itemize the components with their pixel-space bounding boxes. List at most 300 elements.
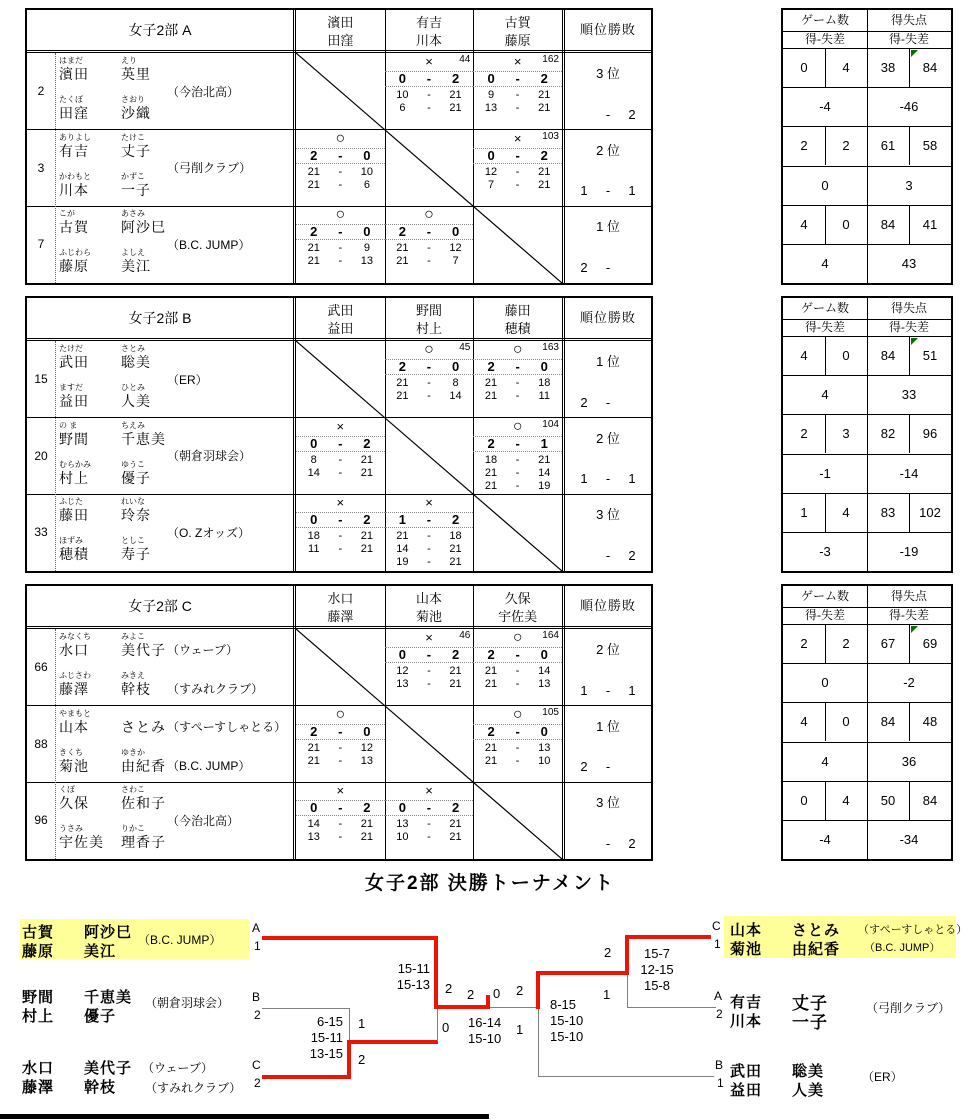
player-given-name: 沙織 — [121, 105, 151, 121]
score-dash: - — [338, 543, 343, 556]
points-for: 10 — [396, 831, 409, 844]
furigana: みよこ — [121, 632, 145, 641]
loss-mark: × — [425, 783, 433, 799]
points-for: 13 — [484, 102, 498, 114]
bracket-seed-b1-letter: B — [715, 1058, 724, 1072]
points-for: 21 — [396, 255, 409, 268]
bracket-line-b1 — [538, 1076, 714, 1077]
furigana: ますだ — [59, 383, 83, 392]
stats-game-diff: 4 — [821, 255, 829, 271]
score-dash: - — [338, 453, 343, 466]
stats-value: 4 — [800, 714, 808, 730]
bracket-team-a1-club: （B.C. JUMP） — [138, 933, 222, 947]
score-dash: - — [427, 818, 431, 831]
games-score-row — [473, 724, 562, 740]
game-score-row — [385, 543, 474, 556]
score-line: 15-10 — [550, 1013, 584, 1028]
bracket-team-c1-given2: 由紀香 — [792, 941, 841, 958]
bracket-line-sf-left-loser — [437, 1009, 438, 1042]
rank-text: 3 位 — [596, 507, 620, 523]
match-cell — [473, 341, 562, 418]
match-cell — [473, 130, 562, 207]
bracket-seed-b2-letter: B — [252, 990, 261, 1004]
winloss-row — [565, 260, 651, 275]
game-score-row — [296, 242, 385, 255]
player-surname: 藤澤 — [59, 681, 89, 697]
stats-header-points: 得失点 — [890, 13, 927, 27]
winloss-dash: - — [605, 547, 611, 563]
score-dash: - — [515, 453, 520, 466]
points-for: 14 — [307, 466, 320, 479]
stats-value: 41 — [922, 216, 938, 232]
games-score-row — [385, 224, 474, 240]
bracket-team-b1-surname2: 益田 — [730, 1082, 763, 1099]
games-lost: 2 — [451, 512, 460, 528]
points-for: 18 — [484, 453, 498, 466]
win-count: 1 — [580, 682, 588, 698]
win-count: 1 — [580, 183, 588, 199]
furigana: ありよし — [59, 132, 91, 142]
match-sf-right-scores — [550, 997, 594, 1045]
opponent-header-bottom: 川本 — [415, 33, 442, 48]
stats-value: 38 — [880, 60, 896, 75]
opponent-header-top: 古賀 — [504, 15, 531, 30]
score-line: 15-10 — [468, 1031, 502, 1046]
score-dash: - — [426, 800, 432, 816]
stats-value: 84 — [922, 60, 938, 75]
games-score-row — [385, 359, 474, 375]
bracket-line-c1-drop — [625, 935, 629, 975]
player-surname: 宇佐美 — [59, 834, 104, 851]
points-against: 13 — [360, 255, 374, 268]
games-won: 2 — [487, 647, 495, 662]
bracket-team-c1-surname1: 山本 — [730, 922, 763, 939]
match-cell — [296, 494, 385, 571]
bracket-champion-stub — [486, 995, 490, 1006]
winloss-dash: - — [605, 259, 611, 275]
bracket-line-qf-right-winner — [536, 971, 629, 975]
score-dash: - — [515, 71, 520, 86]
rank-text: 1 位 — [596, 718, 620, 734]
stats-value: 84 — [880, 348, 896, 363]
group-title: 女子2部 C — [128, 598, 192, 614]
game-score-row — [296, 831, 385, 844]
stats-value: 2 — [800, 138, 808, 154]
opponent-header-bottom: 藤原 — [504, 33, 531, 48]
winloss-dash: - — [605, 394, 611, 410]
final-tournament-bracket — [0, 860, 973, 1119]
points-against: 21 — [538, 102, 551, 114]
opponent-header-bottom: 村上 — [415, 321, 442, 336]
stats-value: 83 — [880, 504, 896, 520]
points-against: 6 — [363, 178, 370, 191]
stats-table — [781, 584, 953, 861]
player-surname: 古賀 — [59, 219, 89, 236]
stats-value: 96 — [922, 426, 938, 442]
loss-mark: × — [336, 418, 345, 434]
games-won: 0 — [487, 71, 495, 86]
winloss-dash: - — [605, 183, 611, 199]
points-against: 21 — [449, 543, 462, 556]
match-cell — [473, 706, 562, 783]
score-dash: - — [515, 678, 520, 690]
games-won: 2 — [310, 723, 318, 739]
player-given-name: 佐和子 — [121, 795, 166, 812]
stats-point-diff: -34 — [899, 831, 919, 847]
bracket-team-b1-club: （ER） — [862, 1070, 903, 1084]
match-number: 105 — [542, 706, 559, 718]
player-given-name: 理香子 — [121, 834, 166, 851]
stats-value: 2 — [800, 636, 808, 651]
points-against: 18 — [449, 530, 462, 543]
score-dash: - — [515, 466, 520, 479]
furigana: あさみ — [121, 209, 145, 219]
stats-value: 82 — [880, 426, 896, 442]
score-line: 13-15 — [309, 1046, 343, 1061]
furigana: ふじさわ — [59, 671, 91, 680]
rank-cell — [565, 341, 651, 418]
points-against: 21 — [360, 453, 374, 466]
points-against: 21 — [449, 102, 462, 114]
club-name: （今治北高） — [167, 84, 240, 99]
points-against: 21 — [360, 818, 374, 831]
match-cell — [296, 418, 385, 495]
pair-number: 15 — [34, 372, 48, 386]
furigana: としこ — [121, 536, 145, 546]
points-for: 12 — [484, 165, 498, 178]
loss-count: 1 — [628, 183, 636, 199]
points-against: 14 — [538, 665, 551, 677]
bracket-team-a1-surname1: 古賀 — [22, 924, 55, 941]
winloss-dash: - — [605, 759, 611, 775]
bracket-team-b1-surname1: 武田 — [730, 1063, 763, 1080]
score-dash: - — [427, 255, 431, 268]
match-number: 103 — [542, 130, 559, 142]
points-for: 21 — [484, 678, 498, 690]
pair-number: 66 — [34, 660, 48, 674]
opponent-header-bottom: 田窪 — [327, 33, 354, 48]
score-dash: - — [427, 89, 431, 101]
stats-value: 84 — [880, 216, 896, 232]
bracket-seed-a2-rank: 2 — [716, 1007, 723, 1021]
match-cell — [385, 206, 474, 283]
bracket-team-b2-surname2: 村上 — [22, 1008, 55, 1025]
bracket-team-b2-club: （朝倉羽球会） — [145, 996, 230, 1010]
opponent-header-top: 武田 — [327, 303, 354, 318]
player-surname: 菊池 — [59, 757, 89, 774]
bracket-seed-b1-rank: 1 — [717, 1076, 724, 1090]
cell-note-marker — [911, 626, 918, 633]
points-for: 10 — [396, 89, 409, 101]
group-title: 女子2部 A — [128, 22, 192, 38]
stats-point-diff: -2 — [903, 675, 915, 691]
score-dash: - — [515, 178, 520, 191]
bracket-line-c2 — [262, 1075, 351, 1079]
score-dash: - — [338, 178, 343, 191]
club-name: （朝倉羽球会） — [167, 449, 252, 464]
match-qf-right-bottom-games: 1 — [603, 987, 611, 1002]
points-for: 21 — [307, 165, 320, 178]
loss-count — [621, 260, 643, 275]
player-surname: 野間 — [59, 430, 89, 447]
loss-count: 1 — [628, 471, 636, 487]
game-score-row — [473, 390, 562, 403]
score-dash: - — [426, 647, 432, 662]
score-dash: - — [427, 390, 431, 402]
win-mark: ○ — [512, 705, 523, 723]
pair-number: 3 — [37, 160, 45, 175]
loss-count: 2 — [628, 106, 636, 122]
bracket-team-c1-club1: （すぺーすしゃとる） — [858, 924, 968, 936]
bracket-line-a1 — [262, 936, 438, 940]
games-lost: 2 — [363, 435, 371, 451]
loss-mark: × — [425, 495, 433, 511]
furigana: たけだ — [59, 344, 83, 353]
bracket-line-c2-rise — [347, 1041, 351, 1079]
stats-header-games: ゲーム数 — [800, 589, 849, 603]
match-cell — [385, 782, 474, 859]
points-against: 21 — [538, 453, 551, 466]
stats-point-diff: -46 — [899, 99, 919, 115]
score-dash: - — [427, 831, 431, 844]
games-won: 0 — [398, 647, 406, 662]
games-score-row — [473, 148, 562, 164]
furigana: ほずみ — [59, 536, 83, 546]
score-dash: - — [338, 754, 343, 767]
furigana: かずこ — [121, 171, 145, 181]
points-for: 21 — [484, 466, 498, 479]
stats-game-diff: 0 — [821, 675, 829, 691]
stats-game-diff: 0 — [821, 177, 829, 193]
game-score-row — [385, 390, 474, 403]
stats-value: 102 — [919, 504, 941, 520]
opponent-header-top: 濱田 — [327, 15, 354, 30]
points-for: 21 — [484, 754, 498, 767]
bracket-line-b1-rise — [538, 1009, 539, 1077]
player-given-name: 優子 — [121, 469, 151, 486]
loss-mark: × — [425, 630, 433, 645]
rank-cell — [565, 629, 651, 706]
score-dash: - — [426, 512, 432, 528]
stats-value: 0 — [800, 60, 808, 75]
games-lost: 2 — [451, 647, 460, 662]
score-line: 8-15 — [550, 997, 577, 1012]
game-score-row — [385, 665, 474, 678]
group-title: 女子2部 B — [128, 310, 192, 326]
games-score-row — [296, 800, 385, 816]
match-number: 162 — [542, 54, 559, 65]
games-score-row — [296, 724, 385, 740]
player-surname: 山本 — [59, 718, 89, 735]
furigana: りかこ — [121, 824, 145, 834]
points-for: 21 — [484, 377, 498, 389]
rank-text: 1 位 — [596, 354, 620, 369]
rank-header: 順位勝敗 — [579, 310, 636, 325]
rank-cell — [565, 130, 651, 207]
points-against: 7 — [452, 255, 459, 268]
bracket-team-b2-given1: 千恵美 — [84, 989, 133, 1006]
match-sf-left-scores — [386, 961, 430, 993]
points-for: 21 — [484, 741, 498, 754]
bracket-team-b2-given2: 優子 — [84, 1008, 117, 1025]
games-won: 0 — [310, 512, 318, 528]
games-lost: 0 — [540, 723, 548, 739]
stats-value: 67 — [880, 636, 896, 651]
player-given-name: 聡美 — [121, 354, 151, 370]
games-won: 0 — [398, 800, 406, 816]
player-surname: 村上 — [59, 469, 89, 486]
points-for: 19 — [396, 556, 409, 569]
stats-value: 0 — [842, 348, 850, 363]
rank-text: 2 位 — [596, 142, 620, 158]
bracket-seed-c2-rank: 2 — [254, 1076, 261, 1090]
game-score-row — [473, 665, 562, 678]
stats-game-diff: -1 — [819, 465, 831, 481]
score-line: 16-14 — [468, 1015, 502, 1030]
points-for: 11 — [308, 543, 320, 556]
games-lost: 2 — [363, 800, 371, 816]
bracket-seed-a1-rank: 1 — [254, 939, 261, 953]
bracket-seed-a1-letter: A — [252, 921, 261, 935]
score-dash: - — [427, 377, 431, 389]
stats-subheader-diff: 得-失差 — [805, 608, 845, 622]
furigana: ちえみ — [121, 420, 145, 430]
stats-point-diff: -14 — [899, 465, 919, 481]
match-cell — [385, 494, 474, 571]
game-score-row — [296, 755, 385, 768]
match-cell — [385, 629, 474, 706]
match-qf-right-scores — [635, 946, 679, 994]
player-surname: 濱田 — [59, 66, 89, 82]
game-score-row — [296, 543, 385, 556]
player-surname: 穂積 — [59, 546, 89, 563]
stats-value: 1 — [800, 504, 808, 520]
win-mark: ○ — [512, 629, 523, 646]
pair-number: 33 — [34, 525, 48, 540]
game-score-row — [296, 166, 385, 179]
points-against: 8 — [452, 377, 459, 389]
bracket-team-a2-given2: 一子 — [792, 1013, 828, 1032]
stats-value: 2 — [842, 636, 850, 651]
cell-note-marker — [911, 50, 918, 57]
games-lost: 0 — [451, 224, 460, 240]
player-surname: 田窪 — [59, 105, 89, 121]
games-lost: 1 — [540, 435, 548, 451]
points-against: 21 — [538, 178, 551, 191]
match-cell — [385, 341, 474, 418]
game-score-row — [296, 255, 385, 268]
points-against: 14 — [449, 390, 462, 402]
points-for: 21 — [396, 242, 409, 255]
stats-point-diff: 3 — [905, 177, 913, 193]
points-against: 21 — [538, 165, 551, 178]
page-edge-bar — [0, 1114, 489, 1119]
points-for: 21 — [307, 754, 320, 767]
rank-header: 順位勝敗 — [579, 22, 636, 37]
cell-note-marker — [911, 338, 918, 345]
win-mark: ○ — [512, 417, 523, 435]
bracket-team-b2-surname1: 野間 — [22, 989, 55, 1006]
points-against: 21 — [360, 466, 374, 479]
win-count: 2 — [580, 759, 588, 775]
furigana: たくぼ — [59, 95, 83, 104]
win-count — [573, 548, 595, 563]
player-given-name: 千恵美 — [121, 430, 166, 447]
points-against: 13 — [538, 741, 551, 754]
furigana: くぼ — [59, 785, 75, 795]
player-given-name: 寿子 — [121, 546, 151, 563]
points-against: 21 — [538, 89, 551, 101]
win-mark: ○ — [335, 705, 346, 723]
points-for: 21 — [307, 255, 320, 268]
games-score-row — [473, 647, 562, 663]
winloss-dash: - — [605, 106, 611, 122]
points-for: 14 — [307, 818, 320, 831]
points-against: 21 — [360, 543, 374, 556]
bracket-line-final-right — [490, 1007, 538, 1008]
points-for: 21 — [307, 242, 320, 255]
pair-number: 2 — [37, 84, 45, 98]
stats-value: 4 — [800, 216, 808, 232]
game-score-row — [473, 454, 562, 467]
loss-count: 2 — [628, 835, 636, 851]
stats-header-points: 得失点 — [890, 301, 927, 315]
score-dash: - — [338, 530, 343, 543]
player-surname: 益田 — [59, 393, 89, 409]
furigana: うさみ — [59, 824, 83, 834]
winloss-dash: - — [605, 835, 611, 851]
furigana: むらかみ — [59, 459, 91, 469]
score-dash: - — [515, 89, 520, 101]
game-score-row — [296, 454, 385, 467]
score-dash: - — [427, 665, 431, 677]
game-score-row — [385, 556, 474, 569]
match-sf-right-top-games: 2 — [516, 983, 524, 998]
winloss-row — [565, 107, 651, 122]
player-surname: 藤原 — [59, 258, 89, 275]
points-against: 12 — [360, 741, 374, 754]
number-col-divider — [55, 53, 56, 283]
points-against: 21 — [360, 831, 374, 844]
points-for: 21 — [484, 390, 498, 402]
player-surname: 武田 — [59, 354, 89, 370]
win-count: 2 — [580, 394, 588, 410]
number-col-divider — [55, 629, 56, 859]
bracket-team-c1-club2: （B.C. JUMP） — [864, 942, 941, 954]
score-dash: - — [515, 102, 520, 114]
points-against: 10 — [360, 165, 374, 178]
games-lost: 2 — [540, 71, 548, 86]
group-table — [25, 8, 653, 285]
match-number: 46 — [459, 630, 471, 641]
player-surname: 川本 — [59, 181, 89, 198]
stats-value: 0 — [800, 792, 808, 808]
bracket-team-c2-club2: （すみれクラブ） — [145, 1081, 242, 1095]
games-score-row — [296, 436, 385, 452]
stats-game-diff: 4 — [821, 387, 829, 403]
stats-subheader-diff: 得-失差 — [889, 32, 929, 46]
opponent-header-bottom: 益田 — [327, 321, 354, 336]
game-score-row — [296, 179, 385, 192]
rank-cell — [565, 418, 651, 495]
points-for: 6 — [399, 102, 406, 114]
furigana: こが — [59, 209, 75, 219]
stats-value: 4 — [800, 348, 808, 363]
points-against: 21 — [449, 89, 462, 101]
bracket-team-b1-given2: 人美 — [792, 1082, 825, 1099]
stats-subheader-diff: 得-失差 — [889, 608, 929, 622]
stats-table — [781, 8, 953, 285]
